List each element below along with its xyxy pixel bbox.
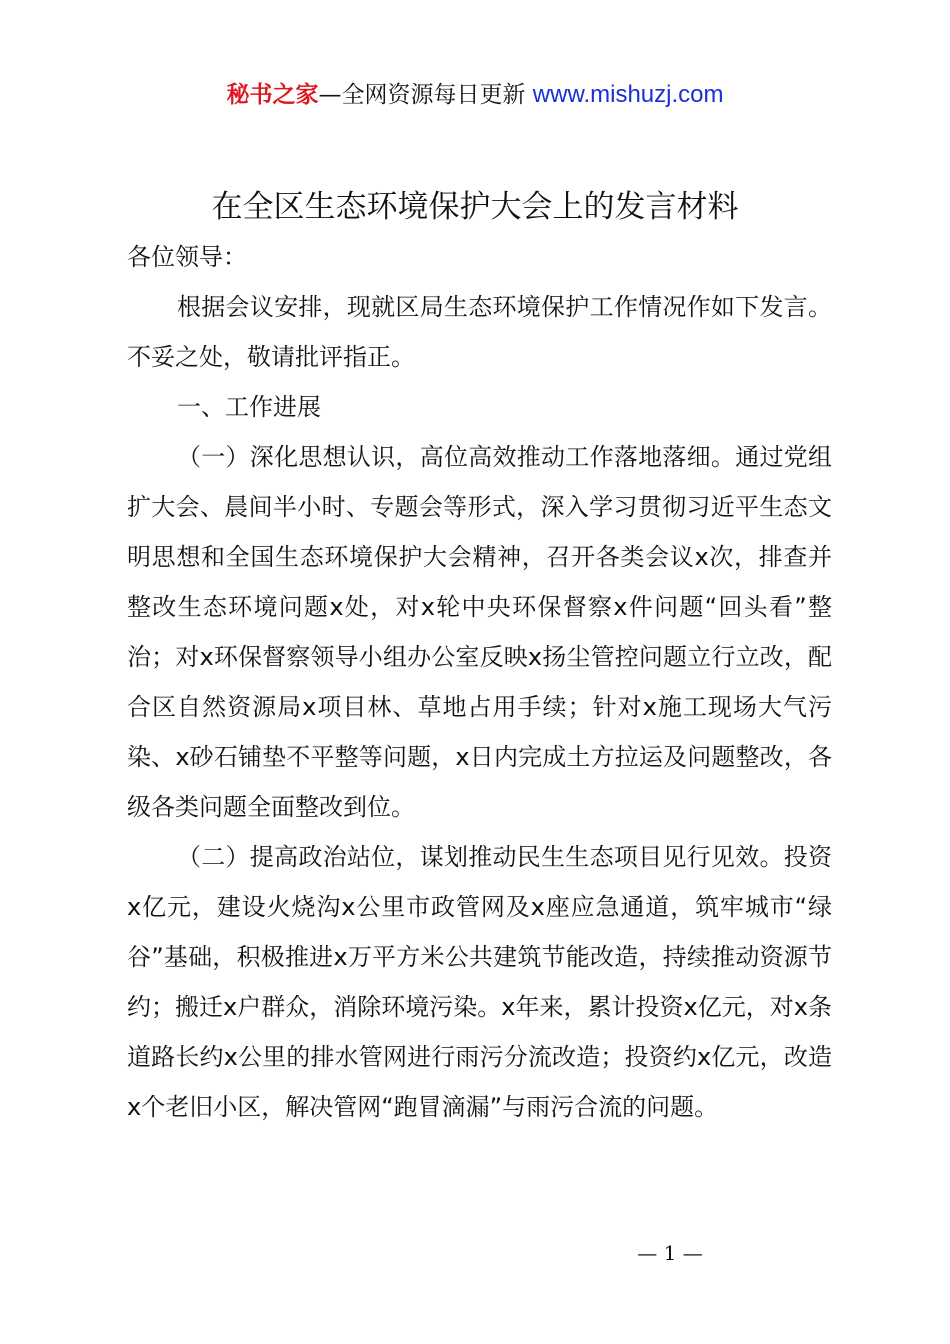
page-number: — 1 — xyxy=(637,1241,703,1265)
paragraph-1: （一）深化思想认识，高位高效推动工作落地落细。通过党组扩大会、晨间半小时、专题会等形式，深入学习贯彻习近平生态文明思想和全国生态环境保护大会精神，召开各类会议x次，排查并整改生态环境问题x处，对x轮中央环保督察x件问题“回头看”整治；对x环保督察领导小组办公室反映x扬尘管控问题立行立改，配合区自然资源局x项目林、草地占用手续；针对x施工现场大气污染、x砂石铺垫不平整等问题，x日内完成土方拉运及问题整改，各级各类问题全面整改到位。 xyxy=(127,443,832,821)
paragraph-2: （二）提高政治站位，谋划推动民生生态项目见行见效。投资x亿元，建设火烧沟x公里市政管网及x座应急通道，筑牢城市“绿谷”基础，积极推进x万平方米公共建筑节能改造，持续推动资源节约；搬迁x户群众，消除环境污染。x年来，累计投资x亿元，对x条道路长约x公里的排水管网进行雨污分流改造；投资约x亿元，改造x个老旧小区，解决管网“跑冒滴漏”与雨污合流的问题。 xyxy=(127,843,832,1121)
document-body xyxy=(127,232,832,1132)
salutation: 各位领导： xyxy=(127,243,247,271)
paragraph-intro: 根据会议安排，现就区局生态环境保护工作情况作如下发言。不妥之处，敬请批评指正。 xyxy=(127,293,832,371)
banner-url[interactable]: www.mishuzj.com xyxy=(532,81,724,108)
brand-name: 秘书之家 xyxy=(226,82,319,108)
section-heading: 一、工作进展 xyxy=(177,393,321,421)
document-title: 在全区生态环境保护大会上的发言材料 xyxy=(211,189,739,225)
site-banner xyxy=(0,78,950,112)
banner-slogan: —全网资源每日更新 xyxy=(318,82,533,108)
